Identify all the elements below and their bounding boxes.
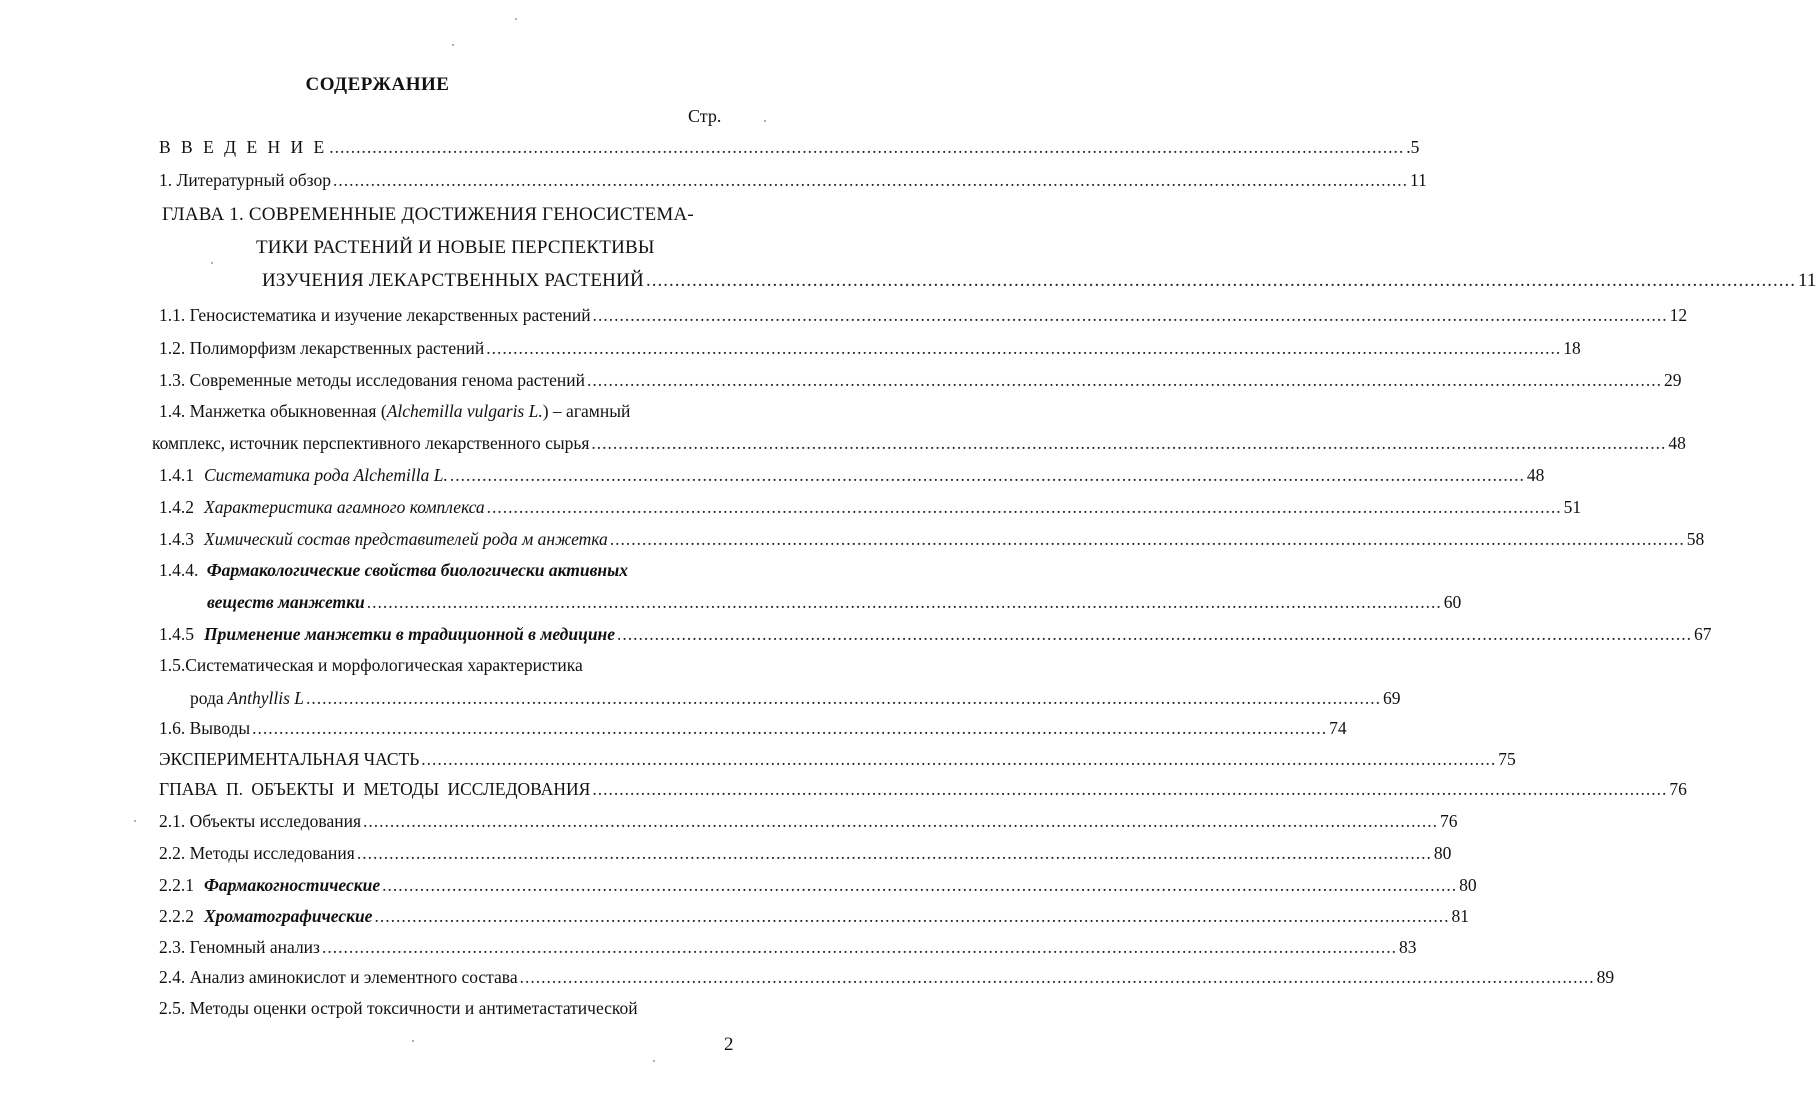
- toc-entry-text: В В Е Д Е Н И Е: [159, 137, 328, 157]
- toc-entry-2-5: 2.5. Методы оценки острой токсичности и антиметастатической: [159, 998, 638, 1018]
- toc-entry-number: 1.4.5: [159, 624, 194, 644]
- toc-entry-1-4-1[interactable]: [159, 465, 1545, 489]
- scan-speck: [412, 1040, 414, 1042]
- leader-dots: ........................................................................................................................................................................................................: [645, 270, 1796, 291]
- leader-dots: ........................................................................................................................................................................................................: [382, 875, 1458, 895]
- toc-entry-intro[interactable]: [159, 137, 1420, 161]
- leader-dots: ........................................................................................................................................................................................................: [421, 749, 1497, 769]
- toc-entry-1-4[interactable]: [152, 433, 1686, 457]
- toc-entry-text: 1. Литературный обзор: [159, 170, 331, 190]
- toc-entry-number: 1.4.1: [159, 465, 194, 485]
- toc-entry-number: 1.4.4.: [159, 560, 199, 580]
- toc-entry-1-2[interactable]: [159, 338, 1581, 362]
- toc-entry-1-5-line-1: 1.5.Систематическая и морфологическая характеристика: [159, 655, 583, 675]
- toc-entry-text: рода: [190, 688, 224, 708]
- toc-page-number: 80: [1459, 875, 1477, 895]
- toc-page-number: 29: [1664, 370, 1682, 390]
- leader-dots: ........................................................................................................................................................................................................: [519, 967, 1595, 987]
- toc-page-number: 58: [1686, 529, 1705, 549]
- chapter-1-line-3: ИЗУЧЕНИЯ ЛЕКАРСТВЕННЫХ РАСТЕНИЙ: [262, 270, 644, 291]
- toc-page-number: 48: [1526, 465, 1545, 485]
- toc-entry-1-3[interactable]: [159, 370, 1682, 394]
- toc-entry-1-1[interactable]: [159, 305, 1688, 329]
- leader-dots: ........................................................................................................................................................................................................: [356, 843, 1432, 863]
- leader-dots: ........................................................................................................................................................................................................: [591, 433, 1667, 453]
- toc-entry-text: 2.3. Геномный анализ: [159, 937, 320, 957]
- toc-entry-text: Применение манжетки в традиционной в медицине: [204, 624, 616, 644]
- leader-dots: ........................................................................................................................................................................................................: [366, 592, 1442, 612]
- toc-entry-1-4-3[interactable]: [159, 529, 1705, 553]
- leader-dots: ........................................................................................................................................................................................................: [609, 529, 1685, 549]
- toc-page-number: 75: [1498, 749, 1516, 769]
- leader-dots: ........................................................................................................................................................................................................: [486, 338, 1562, 358]
- page-title: СОДЕРЖАНИЕ: [305, 74, 450, 95]
- chapter-1-line-2: ТИКИ РАСТЕНИЙ И НОВЫЕ ПЕРСПЕКТИВЫ: [256, 237, 655, 258]
- toc-entry-text: 1.4. Манжетка обыкновенная (: [159, 401, 387, 421]
- toc-entry-1-6[interactable]: [159, 718, 1347, 742]
- toc-entry-number: 2.2.2: [159, 906, 194, 926]
- toc-page-number: .5: [1406, 137, 1420, 157]
- toc-page-number: 67: [1694, 624, 1712, 644]
- toc-page-number: 83: [1398, 937, 1417, 957]
- toc-entry-2-3[interactable]: [159, 937, 1417, 961]
- leader-dots: ........................................................................................................................................................................................................: [449, 465, 1525, 485]
- toc-entry-1-4-line-1: [159, 401, 630, 422]
- scan-speck: [653, 1060, 655, 1062]
- scan-speck: [211, 262, 213, 264]
- chapter-1-line-1: ГЛАВА 1. СОВРЕМЕННЫЕ ДОСТИЖЕНИЯ ГЕНОСИСТЕМА-: [162, 204, 694, 225]
- toc-entry-1-4-4[interactable]: [207, 592, 1462, 616]
- toc-entry-2-4[interactable]: [159, 967, 1615, 991]
- toc-page-number: 48: [1668, 433, 1686, 453]
- leader-dots: ........................................................................................................................................................................................................: [486, 497, 1562, 517]
- leader-dots: ........................................................................................................................................................................................................: [332, 170, 1408, 190]
- leader-dots: ........................................................................................................................................................................................................: [592, 305, 1668, 325]
- toc-page-number: 51: [1563, 497, 1582, 517]
- toc-entry-2-1[interactable]: [159, 811, 1458, 835]
- toc-entry-1-4-5[interactable]: [159, 624, 1712, 648]
- toc-entry-experimental[interactable]: [159, 749, 1516, 773]
- toc-entry-text: веществ манжетки: [207, 592, 365, 612]
- toc-page-number: 89: [1596, 967, 1615, 987]
- toc-entry-text: 1.1. Геносистематика и изучение лекарственных растений: [159, 305, 591, 325]
- toc-entry-1-5[interactable]: [190, 688, 1401, 712]
- toc-page-number: 11: [1409, 170, 1427, 190]
- toc-page-number: 18: [1563, 338, 1581, 358]
- toc-page-number: 76: [1669, 779, 1687, 799]
- leader-dots: ........................................................................................................................................................................................................: [592, 779, 1668, 799]
- toc-entry-2-2[interactable]: [159, 843, 1452, 867]
- leader-dots: ........................................................................................................................................................................................................: [617, 624, 1693, 644]
- toc-entry-1-4-4-line-1: [159, 560, 628, 581]
- leader-dots: ........................................................................................................................................................................................................: [306, 688, 1381, 708]
- toc-page-number: 80: [1433, 843, 1452, 863]
- toc-entry-text: комплекс, источник перспективного лекарственного сырья: [152, 433, 590, 453]
- leader-dots: ........................................................................................................................................................................................................: [374, 906, 1450, 926]
- toc-entry-text: 2.1. Объекты исследования: [159, 811, 362, 831]
- latin-name: Alchemilla vulgaris L.: [386, 401, 543, 421]
- toc-page-number: 69: [1383, 688, 1401, 708]
- toc-page-number: 81: [1451, 906, 1469, 926]
- scan-speck: [134, 820, 136, 822]
- toc-entry-literature[interactable]: [159, 170, 1427, 194]
- leader-dots: ........................................................................................................................................................................................................: [587, 370, 1663, 390]
- toc-page-number: 12: [1669, 305, 1688, 325]
- page-number: 2: [724, 1034, 734, 1055]
- toc-entry-2-2-2[interactable]: [159, 906, 1469, 930]
- toc-page-number: 74: [1329, 718, 1347, 738]
- toc-entry-number: 1.4.2: [159, 497, 194, 517]
- toc-entry-text: 2.4. Анализ аминокислот и элементного состава: [159, 967, 518, 987]
- toc-entry-text: ГПАВА П. ОБЪЕКТЫ И МЕТОДЫ ИССЛЕДОВАНИЯ: [159, 779, 591, 799]
- toc-page-number: 60: [1443, 592, 1462, 612]
- toc-page-number: 76: [1440, 811, 1458, 831]
- toc-entry-number: 2.2.1: [159, 875, 194, 895]
- toc-entry-text: 1.6. Выводы: [159, 718, 251, 738]
- toc-entry-text: Фармакологические свойства биологически активных: [206, 560, 629, 580]
- toc-page-number: 11: [1797, 270, 1817, 291]
- page-column-label: Стр.: [688, 106, 722, 126]
- toc-entry-chapter-1[interactable]: [262, 270, 1817, 294]
- toc-entry-1-4-2[interactable]: [159, 497, 1582, 521]
- toc-entry-text: 1.2. Полиморфизм лекарственных растений: [159, 338, 485, 358]
- toc-entry-text: Химический состав представителей рода м анжетка: [204, 529, 608, 549]
- toc-entry-chapter-2[interactable]: [159, 779, 1687, 803]
- scan-speck: [764, 120, 766, 122]
- leader-dots: ........................................................................................................................................................................................................: [329, 137, 1405, 157]
- leader-dots: ........................................................................................................................................................................................................: [321, 937, 1397, 957]
- toc-entry-text: ЭКСПЕРИМЕНТАЛЬНАЯ ЧАСТЬ: [159, 749, 420, 769]
- toc-entry-text: 1.3. Современные методы исследования генома растений: [159, 370, 586, 390]
- toc-entry-text: Характеристика агамного комплекса: [204, 497, 485, 517]
- toc-entry-text: Хроматографические: [204, 906, 373, 926]
- latin-name: Anthyllis L: [227, 688, 304, 708]
- toc-entry-2-2-1[interactable]: [159, 875, 1477, 899]
- leader-dots: ........................................................................................................................................................................................................: [363, 811, 1439, 831]
- toc-entry-text: Фармакогностические: [204, 875, 381, 895]
- leader-dots: ........................................................................................................................................................................................................: [252, 718, 1328, 738]
- toc-entry-text: Систематика рода Alchemilla L.: [204, 465, 448, 485]
- toc-entry-number: 1.4.3: [159, 529, 194, 549]
- scan-speck: [452, 44, 454, 46]
- toc-entry-text: 2.2. Методы исследования: [159, 843, 355, 863]
- scan-speck: [515, 18, 517, 20]
- toc-entry-text: ) – агамный: [542, 401, 631, 421]
